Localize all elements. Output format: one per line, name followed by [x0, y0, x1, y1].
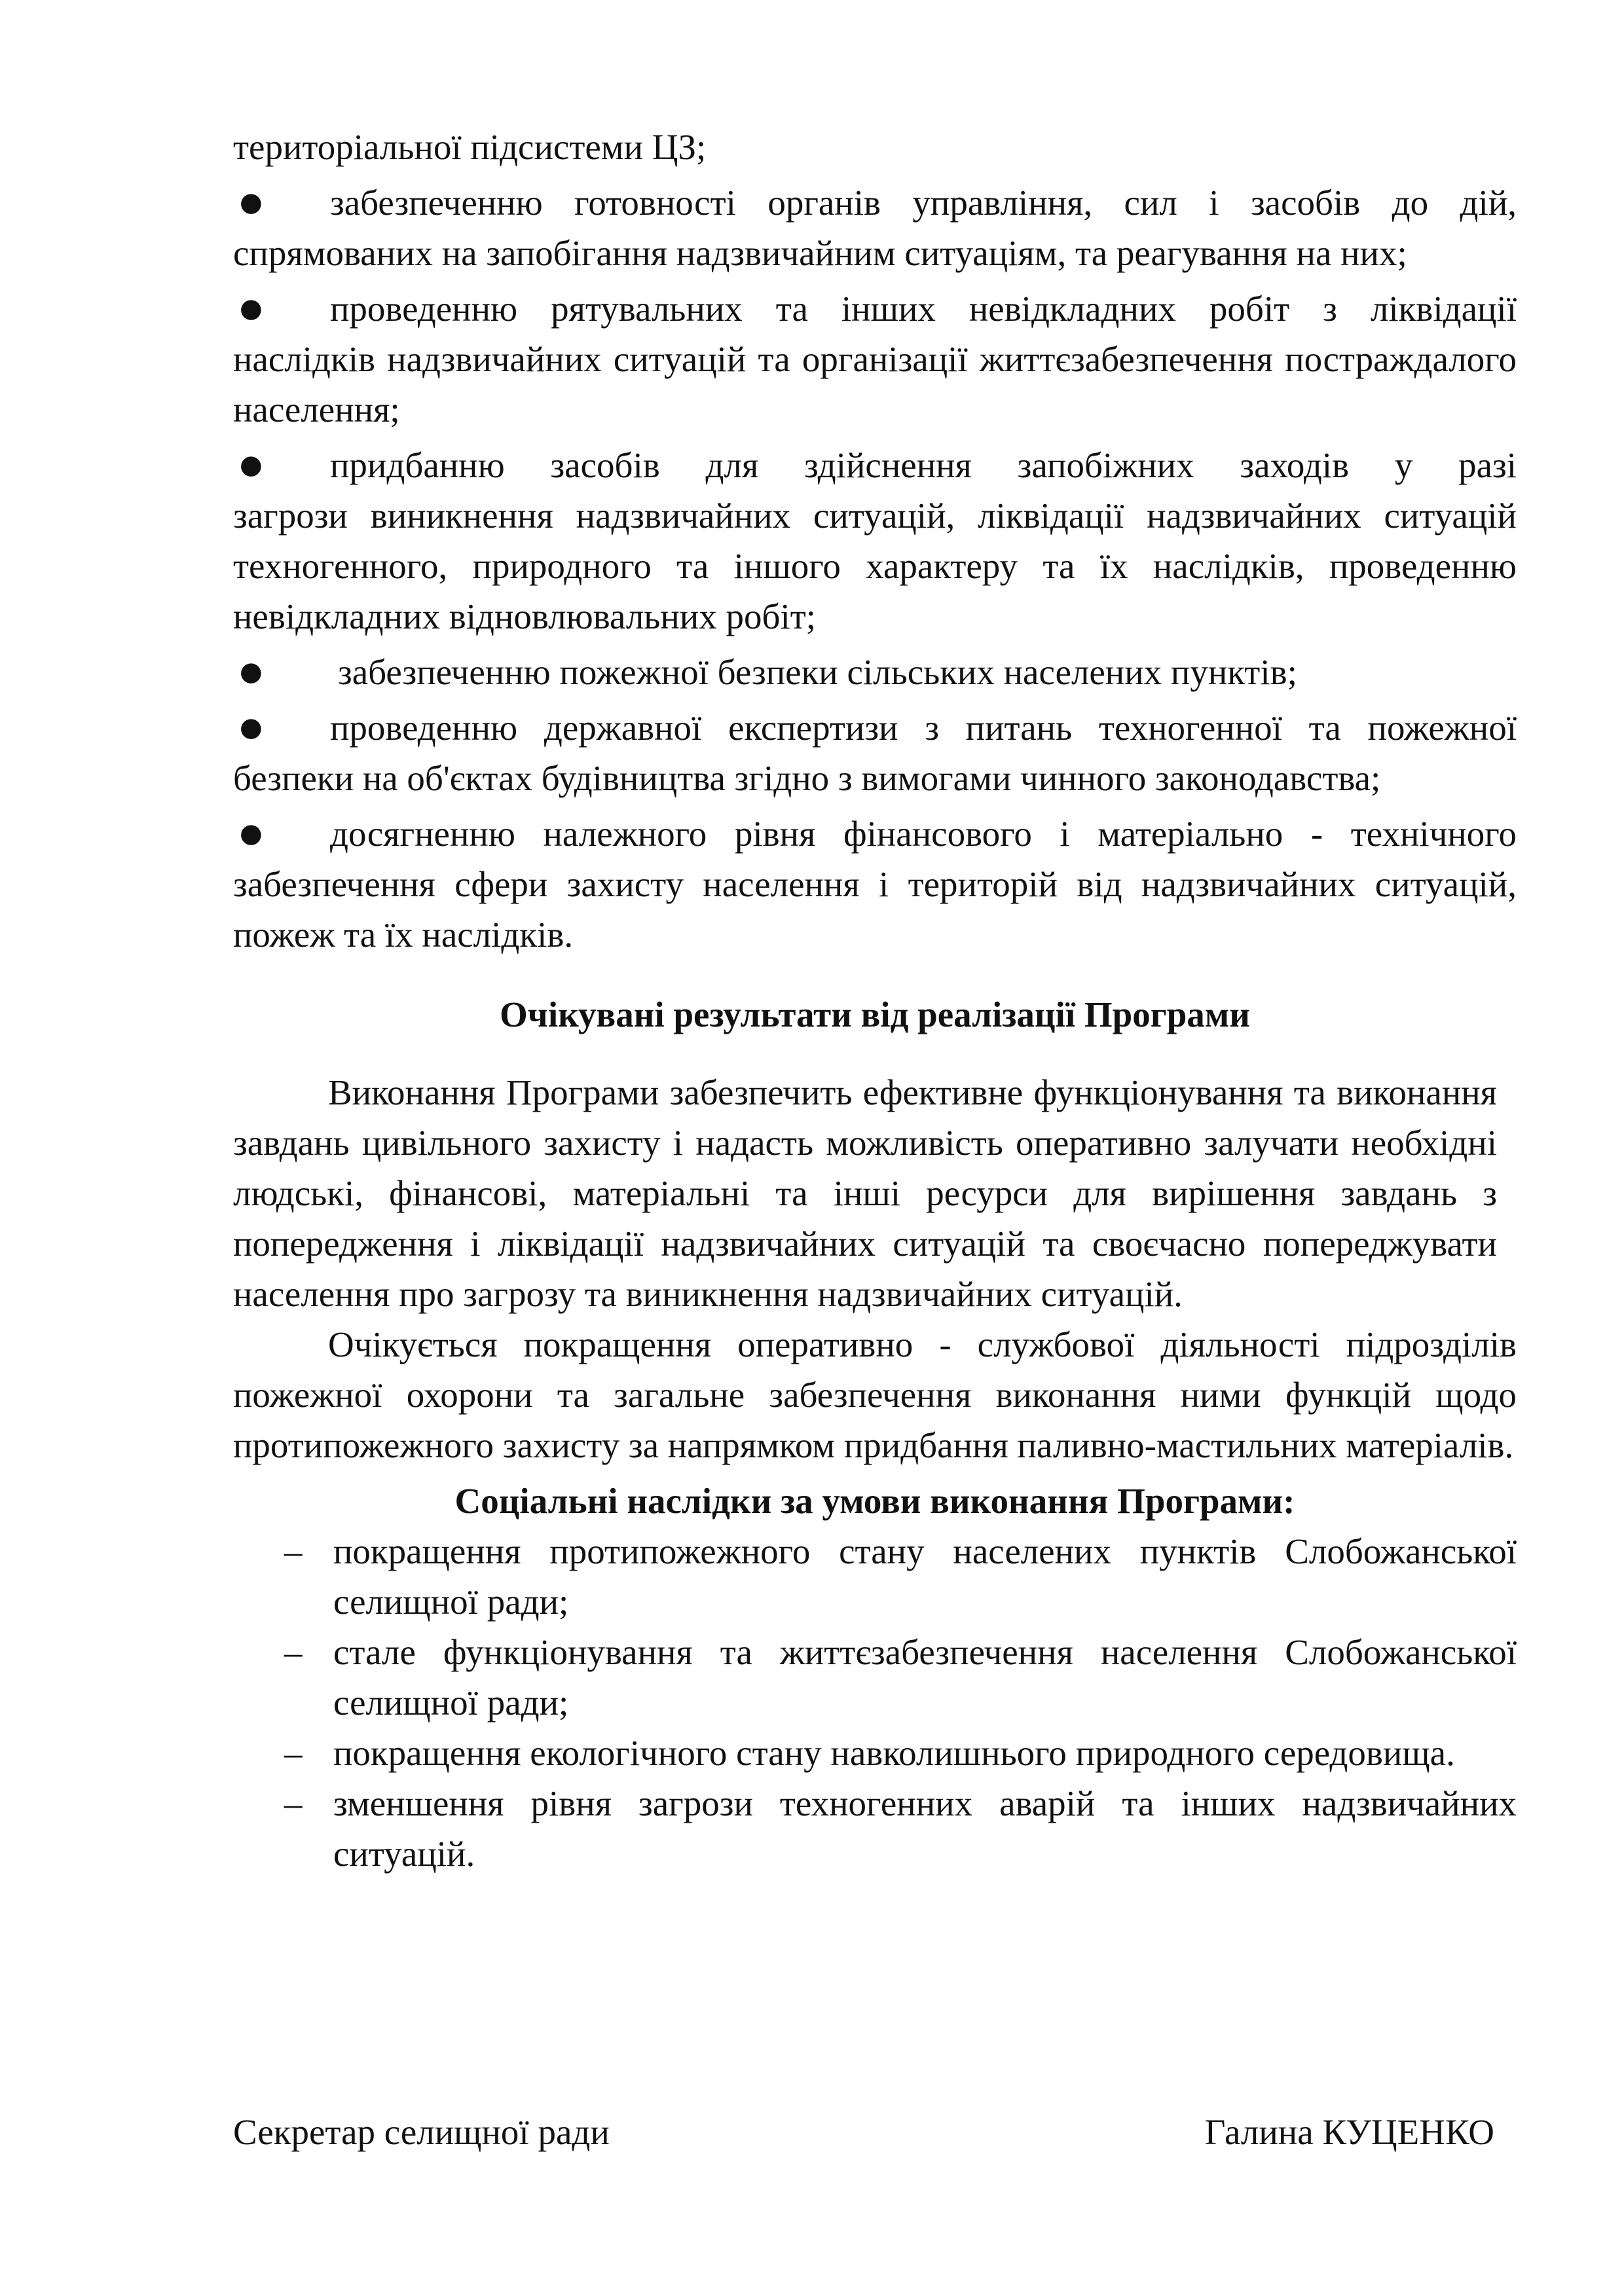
list-item: [233, 283, 1517, 435]
list-item: [233, 1778, 1517, 1879]
list-item: [233, 702, 1517, 803]
dash-icon: –: [284, 1531, 303, 1571]
list-item-continuation: забезпечення сфери захисту населення і територій від надзвичайних ситуацій, пожеж та їх наслідків.: [233, 864, 1517, 955]
results-paragraph: Очікується покращення оперативно - службової діяльності підрозділів пожежної охорони та загальне забезпечення виконання ними функцій щодо протипожежного захисту за напрямком придбання паливно-мастильних матеріалів.: [233, 1324, 1517, 1465]
bullet-icon: ●: [240, 187, 263, 217]
list-item: [233, 809, 1517, 960]
list-item-first-line: придбанню засобів для здійснення запобіжних заходів у разі: [330, 445, 1517, 485]
list-item-text: стале функціонування та життєзабезпечення населення Слобожанської селищної ради;: [333, 1632, 1517, 1722]
document-body: [233, 122, 1517, 1879]
tasks-bullet-list: [233, 177, 1517, 960]
list-item-text: покращення екологічного стану навколишнього природного середовища.: [333, 1733, 1455, 1773]
intro-line: територіальної підсистеми ЦЗ;: [233, 127, 707, 167]
list-item: [233, 1728, 1517, 1778]
social-consequences-list: [233, 1526, 1517, 1879]
list-item-text: покращення протипожежного стану населених пунктів Слобожанської селищної ради;: [333, 1531, 1517, 1622]
list-item-first-line: проведенню рятувальних та інших невідкладних робіт з ліквідації: [330, 289, 1517, 329]
list-item-first-line: забезпеченню готовності органів управління, сил і засобів до дій,: [330, 183, 1517, 223]
signatory-name: Галина КУЦЕНКО: [1204, 2112, 1494, 2152]
list-item-text: зменшення рівня загрози техногенних аварій та інших надзвичайних ситуацій.: [333, 1783, 1517, 1874]
list-item: [233, 1627, 1517, 1728]
list-item: [233, 177, 1517, 278]
results-paragraph: Виконання Програми забезпечить ефективне функціонування та виконання завдань цивільного захисту і надасть можливість оперативно залучати необхідні людські, фінансові, матеріальні та інші ресурси для вирішення завдань з попередження і ліквідації надзвичайних ситуацій та своєчасно попереджувати населення про загрозу та виникнення надзвичайних ситуацій.: [233, 1072, 1497, 1314]
signatory-position: Секретар селищної ради: [233, 2112, 610, 2152]
bullet-icon: ●: [240, 818, 263, 848]
list-item-first-line: досягненню належного рівня фінансового і матеріально - технічного: [330, 814, 1517, 854]
social-consequences-heading: Соціальні наслідки за умови виконання Програми:: [454, 1481, 1295, 1521]
list-item-continuation: загрози виникнення надзвичайних ситуацій, ліквідації надзвичайних ситуацій техногенного, природного та іншого характеру та їх наслідків, проведенню невідкладних відновлювальних робіт;: [233, 496, 1517, 636]
list-item: [233, 440, 1517, 642]
list-item: [233, 1526, 1517, 1627]
list-item-continuation: спрямованих на запобігання надзвичайним ситуаціям, та реагування на них;: [233, 233, 1407, 273]
dash-icon: –: [284, 1783, 303, 1823]
list-item-continuation: безпеки на об'єктах будівництва згідно з вимогами чинного законодавства;: [233, 758, 1381, 798]
bullet-icon: ●: [240, 657, 263, 687]
results-heading: Очікувані результати від реалізації Програми: [500, 994, 1250, 1034]
bullet-icon: ●: [240, 293, 263, 323]
list-item-first-line: проведенню державної експертизи з питань техногенної та пожежної: [330, 708, 1517, 748]
dash-icon: –: [284, 1632, 303, 1672]
list-item: [233, 647, 1517, 697]
bullet-icon: ●: [240, 712, 263, 742]
bullet-icon: ●: [240, 450, 263, 480]
list-item-continuation: наслідків надзвичайних ситуацій та організації життєзабезпечення постраждалого населення;: [233, 339, 1517, 429]
list-item-single-line: забезпеченню пожежної безпеки сільських населених пунктів;: [338, 652, 1297, 692]
dash-icon: –: [284, 1733, 303, 1773]
